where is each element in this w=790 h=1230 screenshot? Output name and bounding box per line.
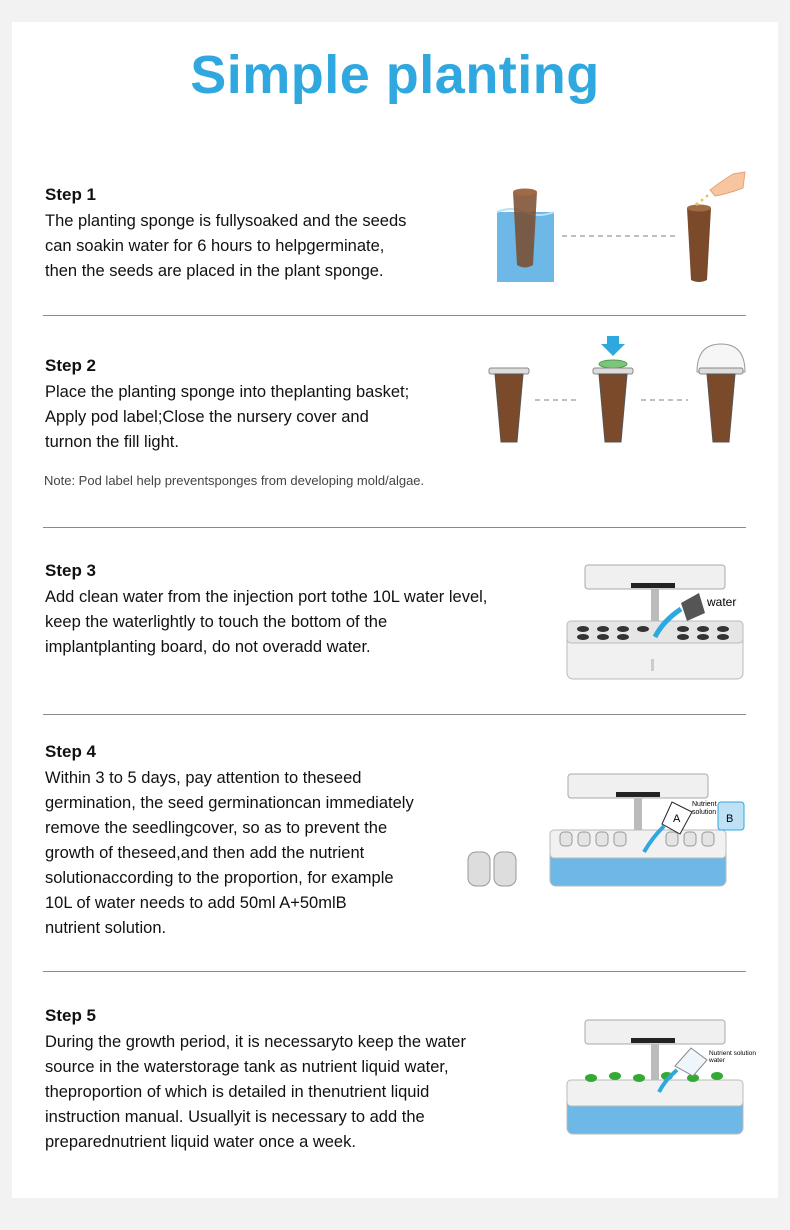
step-3 bbox=[45, 561, 545, 660]
step-2-line: turnon the fill light. bbox=[45, 433, 179, 451]
planting-basket-icon bbox=[489, 368, 529, 442]
watering-can-icon bbox=[681, 593, 705, 621]
step-4-line: remove the seedlingcover, so as to prevent the bbox=[45, 819, 388, 837]
nutrient-water-label-line2: water bbox=[709, 1057, 725, 1064]
step-1-line: then the seeds are placed in the plant sponge. bbox=[45, 262, 384, 280]
sponge-icon bbox=[513, 192, 537, 268]
bag-a-label: A bbox=[673, 813, 681, 825]
water-label: water bbox=[707, 595, 737, 609]
nutrient-label-line2: solution bbox=[692, 809, 717, 816]
step-3-text bbox=[45, 585, 545, 660]
step-5 bbox=[45, 1006, 545, 1155]
step-2-line: Apply pod label;Close the nursery cover and bbox=[45, 408, 369, 426]
arrow-down-icon bbox=[601, 336, 625, 356]
step-5-illustration bbox=[563, 1018, 756, 1138]
step-5-line: theproportion of which is detailed in thenutrient liquid bbox=[45, 1083, 430, 1101]
step-4-line: 10L of water needs to add 50ml A+50mlB bbox=[45, 894, 347, 912]
step-2-note: Note: Pod label help preventsponges from developing mold/algae. bbox=[44, 473, 425, 488]
divider bbox=[43, 315, 746, 316]
step-3-line: implantplanting board, do not overadd water. bbox=[45, 638, 371, 656]
step-1-text bbox=[45, 209, 525, 284]
planting-basket-icon bbox=[593, 336, 633, 442]
pod-label-icon bbox=[599, 360, 627, 368]
page-title: Simple planting bbox=[190, 45, 600, 105]
step-4-illustration bbox=[466, 772, 750, 892]
step-1-heading: Step 1 bbox=[45, 185, 97, 204]
step-4 bbox=[45, 742, 525, 941]
step-4-line: nutrient solution. bbox=[45, 919, 167, 937]
step-5-line: preparednutrient liquid water once a week. bbox=[45, 1133, 356, 1151]
nutrient-label-line1: Nutrient bbox=[692, 801, 717, 808]
step-3-heading: Step 3 bbox=[45, 561, 97, 580]
step-2 bbox=[45, 356, 525, 455]
step-3-illustration bbox=[563, 563, 748, 683]
step-4-line: germination, the seed germinationcan immediately bbox=[45, 794, 414, 812]
divider bbox=[43, 971, 746, 972]
seedling-covers-icon bbox=[468, 852, 516, 886]
sponge-icon bbox=[687, 208, 711, 282]
step-5-text bbox=[45, 1030, 545, 1155]
step-1-illustration bbox=[495, 170, 750, 285]
step-4-text bbox=[45, 766, 525, 941]
cup-b-label: B bbox=[726, 813, 734, 825]
step-4-heading: Step 4 bbox=[45, 742, 97, 761]
step-1-line: can soakin water for 6 hours to helpgerminate, bbox=[45, 237, 385, 255]
divider bbox=[43, 527, 746, 528]
step-1-line: The planting sponge is fullysoaked and the seeds bbox=[45, 212, 407, 230]
step-5-line: During the growth period, it is necessaryto keep the water bbox=[45, 1033, 466, 1051]
step-4-line: Within 3 to 5 days, pay attention to theseed bbox=[45, 769, 362, 787]
step-2-heading: Step 2 bbox=[45, 356, 97, 375]
hand-icon bbox=[710, 172, 745, 196]
step-1 bbox=[45, 185, 525, 284]
divider bbox=[43, 714, 746, 715]
step-2-line: Place the planting sponge into theplanting basket; bbox=[45, 383, 410, 401]
step-5-heading: Step 5 bbox=[45, 1006, 97, 1025]
planting-basket-icon bbox=[697, 344, 745, 442]
step-3-line: Add clean water from the injection port tothe 10L water level, bbox=[45, 588, 488, 606]
step-4-line: solutionaccording to the proportion, for example bbox=[45, 869, 394, 887]
step-5-line: source in the waterstorage tank as nutrient liquid water, bbox=[45, 1058, 449, 1076]
step-4-line: growth of theseed,and then add the nutrient bbox=[45, 844, 365, 862]
step-2-illustration bbox=[485, 332, 750, 447]
step-3-line: keep the waterlightly to touch the bottom of the bbox=[45, 613, 388, 631]
step-2-text bbox=[45, 380, 525, 455]
step-5-line: instruction manual. Usuallyit is necessary to add the bbox=[45, 1108, 425, 1126]
nutrient-water-label-line1: Nutrient solution bbox=[709, 1050, 756, 1057]
pitcher-icon bbox=[675, 1048, 707, 1076]
